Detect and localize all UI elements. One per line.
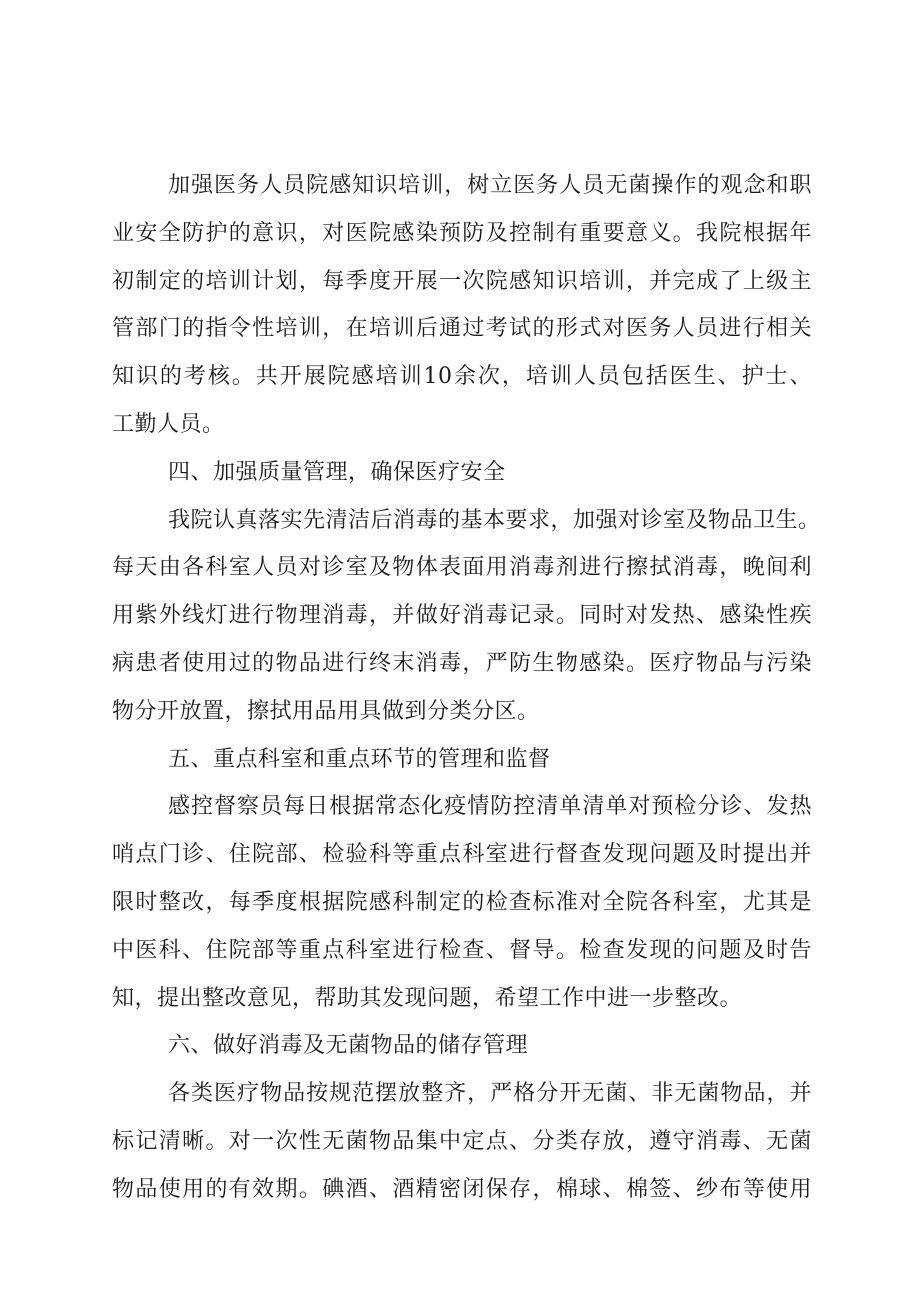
text-line: 业安全防护的意识，对医院感染预防及控制有重要意义。我院根据年 xyxy=(112,220,812,246)
text-line: 哨点门诊、住院部、检验科等重点科室进行督查发现问题及时提出并 xyxy=(112,842,812,868)
text-line: 我院认真落实先清洁后消毒的基本要求，加强对诊室及物品卫生。 xyxy=(168,507,821,533)
text-line: 限时整改，每季度根据院感科制定的检查标准对全院各科室，尤其是 xyxy=(112,889,812,915)
text-line: 各类医疗物品按规范摆放整齐，严格分开无菌、非无菌物品，并 xyxy=(168,1081,812,1107)
text-line: 病患者使用过的物品进行终末消毒，严防生物感染。医疗物品与污染 xyxy=(112,650,812,676)
text-line: 知识的考核。共开展院感培训10余次，培训人员包括医生、护士、 xyxy=(112,364,812,390)
paragraph-training xyxy=(112,162,812,449)
paragraph-storage xyxy=(112,1070,812,1213)
paragraph-disinfection xyxy=(112,497,821,736)
text-line: 工勤人员。 xyxy=(112,411,225,437)
text-line: 感控督察员每日根据常态化疫情防控清单清单对预检分诊、发热 xyxy=(168,794,812,820)
text-line: 物品使用的有效期。碘酒、酒精密闭保存，棉球、棉签、纱布等使用 xyxy=(112,1176,812,1202)
text-line: 初制定的培训计划，每季度开展一次院感知识培训，并完成了上级主 xyxy=(112,268,812,294)
section-heading-5: 五、重点科室和重点环节的管理和监督 xyxy=(168,746,551,772)
paragraph-supervision xyxy=(112,783,812,1022)
section-heading-6: 六、做好消毒及无菌物品的储存管理 xyxy=(168,1033,529,1059)
text-line: 加强医务人员院感知识培训，树立医务人员无菌操作的观念和职 xyxy=(168,173,812,198)
document-page xyxy=(112,162,821,1214)
text-line: 物分开放置，擦拭用品用具做到分类分区。 xyxy=(112,698,540,724)
text-line: 每天由各科室人员对诊室及物体表面用消毒剂进行擦拭消毒，晚间利 xyxy=(112,555,812,581)
text-line: 标记清晰。对一次性无菌物品集中定点、分类存放，遵守消毒、无菌 xyxy=(112,1128,812,1154)
text-line: 管部门的指令性培训，在培训后通过考试的形式对医务人员进行相关 xyxy=(112,316,812,342)
text-line: 用紫外线灯进行物理消毒，并做好消毒记录。同时对发热、感染性疾 xyxy=(112,603,812,629)
text-line: 知，提出整改意见，帮助其发现问题，希望工作中进一步整改。 xyxy=(112,985,743,1011)
text-line: 中医科、住院部等重点科室进行检查、督导。检查发现的问题及时告 xyxy=(112,937,812,963)
section-heading-4: 四、加强质量管理，确保医疗安全 xyxy=(168,459,506,485)
